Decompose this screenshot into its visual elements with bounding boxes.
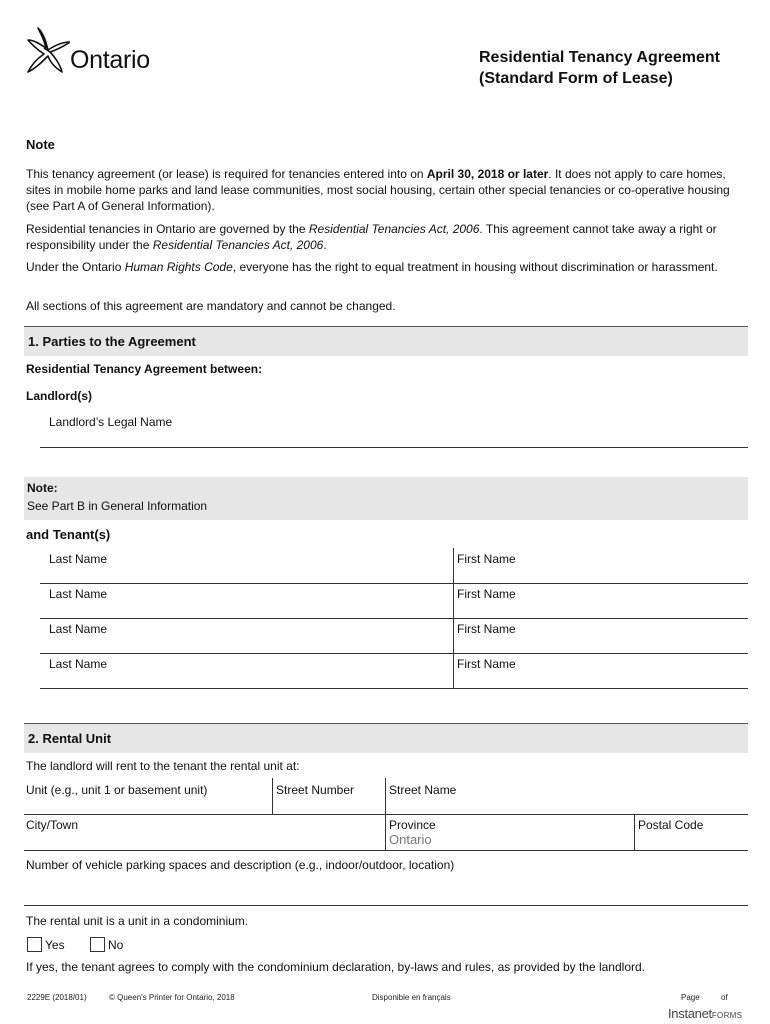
agreement-between-label: Residential Tenancy Agreement between: bbox=[26, 362, 263, 376]
section-1-note-heading: Note: bbox=[27, 481, 58, 495]
tenant-1-last-name-field[interactable]: Last Name bbox=[49, 552, 108, 566]
parking-field[interactable]: Number of vehicle parking spaces and description (e.g., indoor/outdoor, location) bbox=[26, 858, 455, 872]
landlords-label: Landlord(s) bbox=[26, 389, 92, 403]
ontario-wordmark: Ontario bbox=[70, 46, 150, 74]
divider bbox=[24, 814, 748, 815]
city-town-field[interactable]: City/Town bbox=[26, 818, 79, 832]
tenant-1-first-name-field[interactable]: First Name bbox=[457, 552, 516, 566]
page-label: Page bbox=[681, 993, 700, 1002]
page-title bbox=[479, 47, 720, 89]
divider bbox=[40, 447, 748, 448]
street-number-field[interactable]: Street Number bbox=[276, 783, 355, 797]
tenants-label: and Tenant(s) bbox=[26, 527, 111, 542]
divider bbox=[24, 850, 748, 851]
tenant-4-last-name-field[interactable]: Last Name bbox=[49, 657, 108, 671]
divider bbox=[40, 688, 748, 689]
field-divider bbox=[634, 814, 635, 850]
street-name-field[interactable]: Street Name bbox=[389, 783, 457, 797]
act-title: Residential Tenancies Act, 2006 bbox=[308, 222, 480, 236]
text: , everyone has the right to equal treatment in housing without discrimination or harassment. bbox=[232, 260, 718, 274]
tenant-4-first-name-field[interactable]: First Name bbox=[457, 657, 516, 671]
instanet-forms-logo bbox=[668, 1006, 742, 1021]
note-paragraph-1 bbox=[26, 166, 744, 214]
form-number: 2229E (2018/01) bbox=[27, 993, 87, 1002]
province-label: Province bbox=[389, 818, 436, 832]
page-of-label: of bbox=[721, 993, 728, 1002]
section-2-header bbox=[24, 723, 748, 753]
yes-checkbox[interactable] bbox=[27, 937, 42, 952]
province-value: Ontario bbox=[389, 832, 432, 847]
tenant-3-first-name-field[interactable]: First Name bbox=[457, 622, 516, 636]
condominium-question: The rental unit is a unit in a condominium. bbox=[26, 914, 249, 928]
field-divider bbox=[272, 778, 273, 814]
french-availability: Disponible en français bbox=[372, 993, 451, 1002]
rental-unit-intro: The landlord will rent to the tenant the rental unit at: bbox=[26, 759, 300, 773]
section-1-note-box bbox=[24, 477, 748, 520]
brand-small: FORMS bbox=[711, 1011, 743, 1020]
divider bbox=[40, 618, 748, 619]
code-title: Human Rights Code bbox=[124, 260, 233, 274]
section-1-title: 1. Parties to the Agreement bbox=[28, 334, 196, 349]
tenant-2-first-name-field[interactable]: First Name bbox=[457, 587, 516, 601]
note-paragraph-3 bbox=[26, 259, 744, 275]
section-1-note-text: See Part B in General Information bbox=[27, 499, 208, 513]
yes-label: Yes bbox=[45, 938, 65, 952]
copyright: © Queen's Printer for Ontario, 2018 bbox=[109, 993, 235, 1002]
landlord-legal-name-field[interactable]: Landlord’s Legal Name bbox=[49, 415, 173, 429]
title-line-1: Residential Tenancy Agreement bbox=[479, 49, 720, 66]
postal-code-field[interactable]: Postal Code bbox=[638, 818, 704, 832]
ontario-logo bbox=[24, 24, 174, 76]
section-1-header bbox=[24, 326, 748, 356]
title-line-2: (Standard Form of Lease) bbox=[479, 70, 673, 87]
note-paragraph-4: All sections of this agreement are mandatory and cannot be changed. bbox=[26, 299, 396, 313]
no-label: No bbox=[108, 938, 124, 952]
text: . bbox=[323, 238, 327, 252]
divider bbox=[40, 653, 748, 654]
text: Residential tenancies in Ontario are governed by the bbox=[26, 222, 309, 236]
text: Under the Ontario bbox=[26, 260, 125, 274]
note-heading: Note bbox=[26, 137, 55, 152]
divider bbox=[24, 905, 748, 906]
trillium-icon bbox=[24, 24, 70, 76]
text: . It does not apply to care homes, sites in mobile home parks and land lease communities, most social housing, certain other special tenancies or co-operative housing (see Part A of General Information). bbox=[26, 167, 730, 213]
unit-field[interactable]: Unit (e.g., unit 1 or basement unit) bbox=[26, 783, 208, 797]
date-emphasis: April 30, 2018 or later bbox=[426, 167, 549, 181]
section-2-title: 2. Rental Unit bbox=[28, 731, 112, 746]
text: . This agreement cannot take away a right or responsibility under the bbox=[26, 222, 717, 252]
tenant-2-last-name-field[interactable]: Last Name bbox=[49, 587, 108, 601]
brand-main: Instanet bbox=[668, 1006, 712, 1021]
divider bbox=[40, 583, 748, 584]
text: This tenancy agreement (or lease) is required for tenancies entered into on bbox=[26, 167, 427, 181]
no-checkbox[interactable] bbox=[90, 937, 105, 952]
tenant-3-last-name-field[interactable]: Last Name bbox=[49, 622, 108, 636]
act-title: Residential Tenancies Act, 2006 bbox=[152, 238, 324, 252]
note-paragraph-2 bbox=[26, 221, 744, 253]
condominium-note: If yes, the tenant agrees to comply with the condominium declaration, by-laws and rules, as provided by the landlord. bbox=[26, 960, 646, 974]
